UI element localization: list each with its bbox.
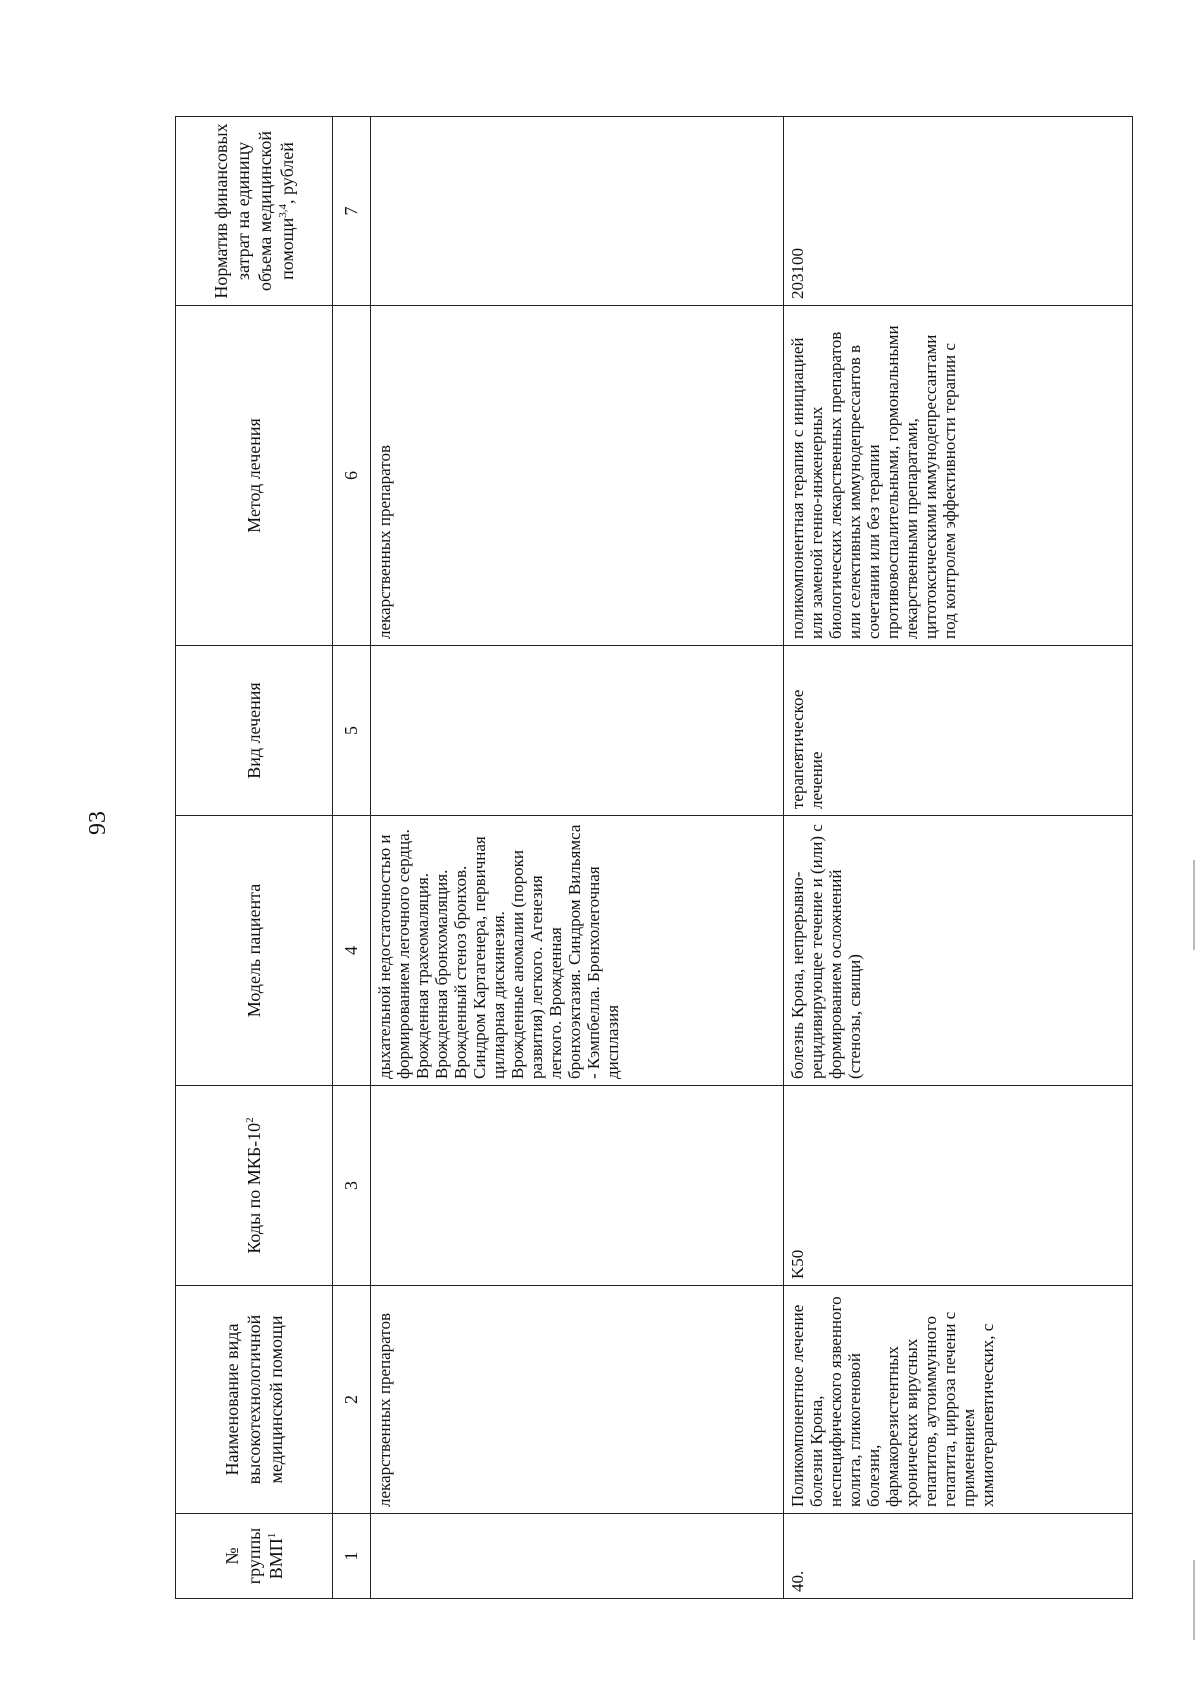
cell-group-number: 40.: [784, 1514, 1133, 1599]
header-cost-standard: Норматив финансовых затрат на единицу объема медицинской помощи$^{3,4}$, рублей: [176, 117, 333, 306]
header-care-type-name: Наименование вида высокотехнологичной медицинской помощи: [176, 1286, 333, 1514]
scan-edge-mark: [1193, 860, 1195, 950]
header-treatment-method: Метод лечения: [176, 306, 333, 646]
column-number: 5: [333, 646, 371, 816]
cell-treatment-method: лекарственных препаратов: [371, 306, 784, 646]
header-icd10-codes: Коды по МКБ-$10^2$: [176, 1086, 333, 1286]
header-patient-model: Модель пациента: [176, 816, 333, 1086]
cell-treatment-type: [371, 646, 784, 816]
column-number: 6: [333, 306, 371, 646]
cell-care-type-name: Поликомпонентное лечение болезни Крона, неспецифического язвенного колита, гликогеновой болезни, фармакорезистентных хронических вирусных гепатитов, аутоиммунного гепатита, цирроза печени с применением химиотерапевтических, с: [784, 1286, 1133, 1514]
cell-treatment-type: терапевтическое лечение: [784, 646, 1133, 816]
header-treatment-type: Вид лечения: [176, 646, 333, 816]
cell-treatment-method: поликомпонентная терапия с инициацией или заменой генно-инженерных биологических лекарственных препаратов или селективных иммунодепрессантов в сочетании или без терапии противовоспалительными, гормональными лекарственными препаратами, цитотоксическими иммунодепрессантами под контролем эффективности терапии с: [784, 306, 1133, 646]
cell-patient-model: болезнь Крона, непрерывно-рецидивирующее течение и (или) с формированием осложнений (стенозы, свищи): [784, 816, 1133, 1086]
header-row: [176, 117, 333, 1599]
table-row: [371, 117, 784, 1599]
cell-cost-standard: 203100: [784, 117, 1133, 306]
cell-icd10-codes: K50: [784, 1086, 1133, 1286]
header-group-number: № группы ВМП$^1$: [176, 1514, 333, 1599]
cell-icd10-codes: [371, 1086, 784, 1286]
cell-cost-standard: [371, 117, 784, 306]
cell-care-type-name: лекарственных препаратов: [371, 1286, 784, 1514]
table-row: [784, 117, 1133, 1599]
column-number: 4: [333, 816, 371, 1086]
scan-edge-mark: [1193, 1560, 1195, 1640]
cell-patient-model: дыхательной недостаточностью и формированием легочного сердца. Врожденная трахеомаляция. Врожденная бронхомаляция. Врожденный стеноз бронхов. Синдром Картагенера, первичная цилиарная дискинезия. Врожденные аномалии (пороки развития) легкого. Агенезия легкого. Врожденная бронхоэктазия. Синдром Вильямса - Кэмпбелла. Бронхолегочная дисплазия: [371, 816, 784, 1086]
column-number: 7: [333, 117, 371, 306]
rotated-table-wrapper: [175, 117, 1132, 1599]
column-number: 3: [333, 1086, 371, 1286]
page-number: 93: [85, 811, 111, 835]
column-number: 2: [333, 1286, 371, 1514]
column-number: 1: [333, 1514, 371, 1599]
vmp-table: [175, 116, 1133, 1599]
column-number-row: [333, 117, 371, 1599]
cell-group-number: [371, 1514, 784, 1599]
